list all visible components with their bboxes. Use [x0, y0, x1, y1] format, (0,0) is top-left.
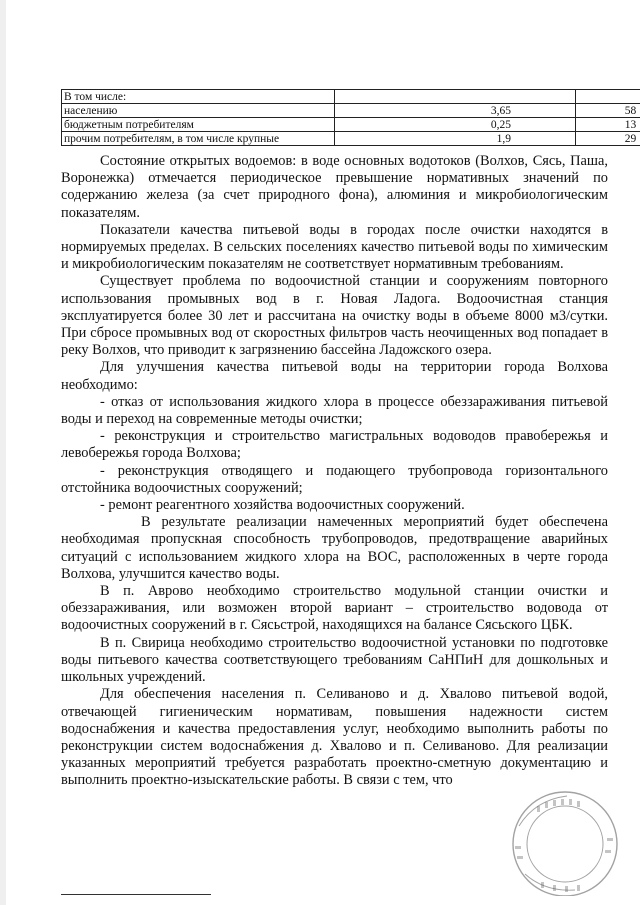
paragraph: Состояние открытых водоемов: в воде основных водотоков (Волхов, Сясь, Паша, Воронежка) отмечается периодическое превышение нормативных значений по содержанию железа (за счет природного фона), алюминия и микробиологическим показателям.	[61, 153, 608, 221]
body-text	[61, 153, 608, 790]
table-cell-label: бюджетным потребителям	[62, 118, 335, 132]
table-cell-percent: 13	[576, 118, 640, 132]
paragraph: В результате реализации намеченных мероприятий будет обеспечена необходимая пропускная способность трубопроводов, предотвращение аварийных ситуаций с использованием жидкого хлора на ВОС, расположенных в черте города Волхова, улучшится качество воды.	[61, 514, 608, 582]
table-row	[62, 132, 640, 146]
list-item: - ремонт реагентного хозяйства водоочистных сооружений.	[100, 497, 465, 514]
paragraph: Для улучшения качества питьевой воды на территории города Волхова необходимо:	[61, 359, 608, 393]
table-cell-label: населению	[62, 104, 335, 118]
table-row	[62, 104, 640, 118]
list-item: - реконструкция отводящего и подающего трубопровода горизонтального отстойника водоочистных сооружений;	[61, 462, 608, 496]
paragraph: В п. Свирица необходимо строительство водоочистной установки по подготовке воды питьевого качества соответствующего требованиям СаНПиН для дошкольных и школьных учреждений.	[61, 634, 608, 686]
table-cell-value: 1,9	[335, 132, 576, 146]
table-cell-percent	[576, 90, 640, 104]
paragraph: Показатели качества питьевой воды в городах после очистки находятся в нормируемых пределах. В сельских поселениях качество питьевой воды по химическим и микробиологическим показателям не соответствует нормативным требованиям.	[61, 221, 608, 273]
stamp-seal	[475, 786, 625, 896]
consumption-table	[61, 89, 640, 146]
table-cell-value: 0,25	[335, 118, 576, 132]
table-row	[62, 90, 640, 104]
footnote-separator	[61, 894, 211, 895]
paragraph: Для обеспечения населения п. Селиваново и д. Хвалово питьевой водой, отвечающей гигиеническим нормативам, повышения надежности систем водоснабжения и качества предоставления услуг, необходимо выполнить работы по реконструкции систем водоснабжения д. Хвалово и п. Селиваново. Для реализации указанных мероприятий требуется разработать проектно-сметную документацию и выполнить проектно-изыскательские работы. В связи с тем, что	[61, 686, 608, 789]
table-cell-label: прочим потребителям, в том числе крупные	[62, 132, 335, 146]
paragraph: Существует проблема по водоочистной станции и сооружениям повторного использования промывных вод в г. Новая Ладога. Водоочистная станция эксплуатируется более 30 лет и рассчитана на очистку воды в объеме 8000 м3/сутки. При сбросе промывных вод от скоростных фильтров часть неочищенных вод попадает в реку Волхов, что приводит к загрязнению бассейна Ладожского озера.	[61, 273, 608, 359]
table-row	[62, 118, 640, 132]
table-cell-label: В том числе:	[62, 90, 335, 104]
table-cell-percent: 29	[576, 132, 640, 146]
list-item: - отказ от использования жидкого хлора в процессе обеззараживания питьевой воды и переход на современные методы очистки;	[61, 393, 608, 428]
table-cell-percent: 58	[576, 104, 640, 118]
scan-edge	[0, 0, 6, 905]
list-item: - реконструкция и строительство магистральных водоводов правобережья и левобережья города Волхова;	[61, 428, 608, 462]
paragraph: В п. Аврово необходимо строительство модульной станции очистки и обеззараживания, или возможен второй вариант – строительство водовода от водоочистных сооружений в г. Сясьстрой, находящихся на балансе Сясьского ЦБК.	[61, 583, 608, 634]
table-cell-value: 3,65	[335, 104, 576, 118]
table-cell-value	[335, 90, 576, 104]
